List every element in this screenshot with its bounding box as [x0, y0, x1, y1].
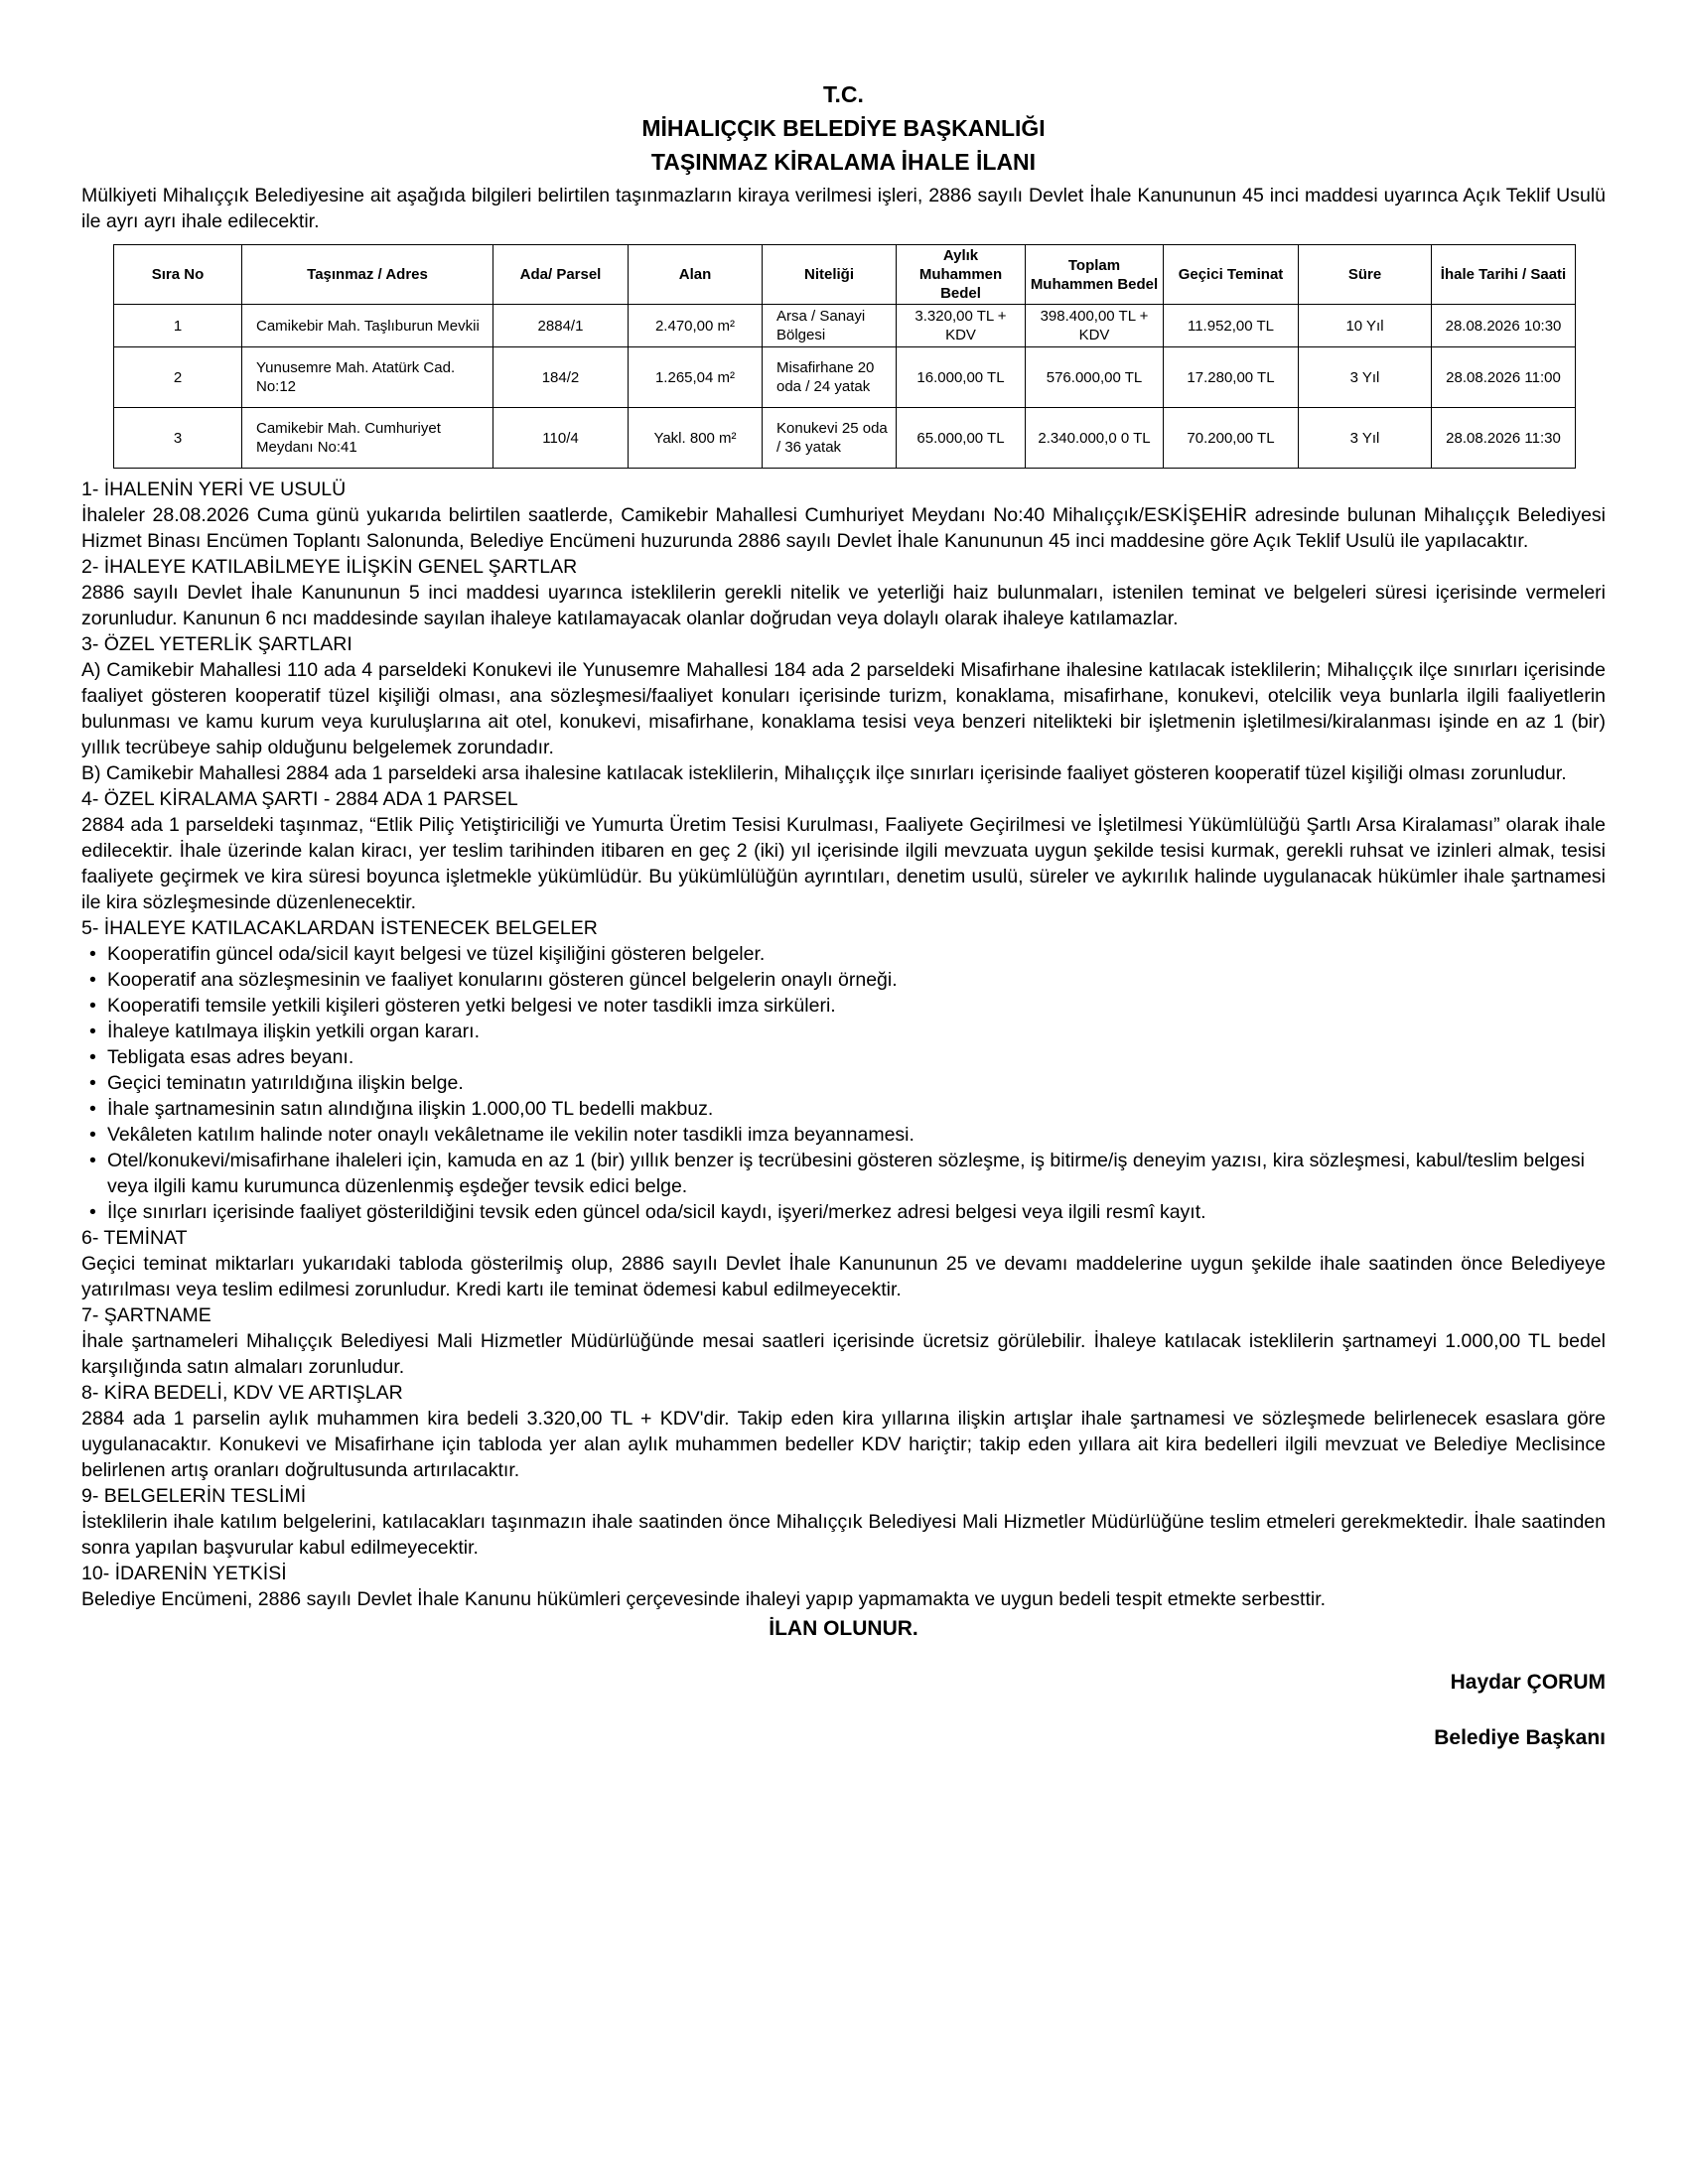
cell-niteligi: Misafirhane 20 oda / 24 yatak: [763, 347, 897, 408]
cell-alan: Yakl. 800 m²: [629, 408, 763, 469]
section-4-title: 4- ÖZEL KİRALAMA ŞARTI - 2884 ADA 1 PARSEL: [81, 788, 518, 810]
list-item: • Kooperatifin güncel oda/sicil kayıt belgesi ve tüzel kişiliğini gösteren belgeler.: [87, 941, 1606, 967]
cell-alan: 1.265,04 m²: [629, 347, 763, 408]
section-2-text: 2886 sayılı Devlet İhale Kanununun 5 inci maddesi uyarınca isteklilerin gerekli nitelik ve yeterliği haiz bulunmaları, istenilen teminat ve belgeleri süresi içerisinde vermeleri zorunludur. Kanunun 6 ncı maddesinde sayılan ihaleye katılamayacak olanlar doğrudan veya dolaylı olarak ihaleye katılamazlar.: [81, 582, 1606, 629]
cell-ada-parsel: 110/4: [493, 408, 629, 469]
section-8-title: 8- KİRA BEDELİ, KDV VE ARTIŞLAR: [81, 1382, 403, 1404]
cell-niteligi: Arsa / Sanayi Bölgesi: [763, 305, 897, 347]
cell-ihale-tarihi: 28.08.2026 11:30: [1432, 408, 1576, 469]
document-page: [81, 77, 1606, 1753]
cell-toplam: 398.400,00 TL + KDV: [1026, 305, 1164, 347]
cell-sure: 3 Yıl: [1299, 347, 1432, 408]
intro-paragraph: Mülkiyeti Mihalıççık Belediyesine ait aşağıda bilgileri belirtilen taşınmazların kiraya verilmesi işleri, 2886 sayılı Devlet İhale Kanununun 45 inci maddesi uyarınca Açık Teklif Usulü ile ayrı ayrı ihale edilecektir.: [81, 185, 1606, 232]
cell-adres: Camikebir Mah. Taşlıburun Mevkii: [242, 305, 493, 347]
list-item: • Tebligata esas adres beyanı.: [87, 1044, 1606, 1070]
col-header-teminat: Geçici Teminat: [1164, 245, 1299, 305]
col-header-sira: Sıra No: [114, 245, 242, 305]
col-header-aylik: Aylık Muhammen Bedel: [897, 245, 1026, 305]
section-7-title: 7- ŞARTNAME: [81, 1304, 211, 1326]
section-3-text-b: B) Camikebir Mahallesi 2884 ada 1 parseldeki arsa ihalesine katılacak isteklilerin, Mihalıççık ilçe sınırları içerisinde faaliyet gösteren kooperatif tüzel kişiliği olması zorunludur.: [81, 762, 1567, 784]
signatory-name: Haydar ÇORUM: [1450, 1671, 1606, 1694]
cell-toplam: 576.000,00 TL: [1026, 347, 1164, 408]
table-row: [114, 305, 1576, 347]
section-10-text: Belediye Encümeni, 2886 sayılı Devlet İhale Kanunu hükümleri çerçevesinde ihaleyi yapıp yapmamakta ve uygun bedeli tespit etmekte serbesttir.: [81, 1588, 1327, 1610]
cell-adres: Camikebir Mah. Cumhuriyet Meydanı No:41: [242, 408, 493, 469]
section-9-title: 9- BELGELERİN TESLİMİ: [81, 1485, 307, 1507]
cell-toplam: 2.340.000,0 0 TL: [1026, 408, 1164, 469]
section-5-title: 5- İHALEYE KATILACAKLARDAN İSTENECEK BELGELER: [81, 917, 598, 939]
cell-ihale-tarihi: 28.08.2026 11:00: [1432, 347, 1576, 408]
table-row: [114, 347, 1576, 408]
section-10-title: 10- İDARENİN YETKİSİ: [81, 1563, 287, 1584]
header-tc: T.C.: [823, 81, 864, 107]
col-header-ihale-tarihi: İhale Tarihi / Saati: [1432, 245, 1576, 305]
signatory-title: Belediye Başkanı: [1434, 1726, 1606, 1749]
section-4-text: 2884 ada 1 parseldeki taşınmaz, “Etlik Piliç Yetiştiriciliği ve Yumurta Üretim Tesisi Kurulması, Faaliyete Geçirilmesi ve İşletilmesi Yükümlülüğü Şartlı Arsa Kiralaması” olarak ihale edilecektir. İhale üzerinde kalan kiracı, yer teslim tarihinden itibaren en geç 2 (iki) yıl içerisinde ilgili mevzuata uygun şekilde tesisi kurmak, gerekli ruhsat ve izinleri almak, tesisi faaliyete geçirmek ve kira süresi boyunca işletmekle yükümlüdür. Bu yükümlülüğün ayrıntıları, denetim usulü, süreler ve aykırılık halinde uygulanacak hükümler ihale şartnamesi ile kira sözleşmesinde düzenlenecektir.: [81, 814, 1606, 913]
section-9-text: İsteklilerin ihale katılım belgelerini, katılacakları taşınmazın ihale saatinden önce Mihalıççık Belediyesi Mali Hizmetler Müdürlüğüne teslim etmeleri gerekmektedir. İhale saatinden sonra yapılan başvurular kabul edilmeyecektir.: [81, 1511, 1606, 1559]
section-3-text-a: A) Camikebir Mahallesi 110 ada 4 parseldeki Konukevi ile Yunusemre Mahallesi 184 ada 2 parseldeki Misafirhane ihalesine katılacak isteklilerin; Mihalıççık ilçe sınırları içerisinde faaliyet gösteren kooperatif tüzel kişiliği olması, ana sözleşmesi/faaliyet konuları içerisinde turizm, konaklama, misafirhane, konukevi, otelcilik veya bunlarla ilgili faaliyetlerin bulunması ve kamu kurum veya kuruluşlarına ait otel, konukevi, misafirhane, konaklama tesisi veya benzeri nitelikteki bir işletmenin işletilmesi/kiralanması işinde en az 1 (bir) yıllık tecrübeye sahip olduğunu belgelemek zorundadır.: [81, 659, 1606, 758]
col-header-sure: Süre: [1299, 245, 1432, 305]
section-7-text: İhale şartnameleri Mihalıççık Belediyesi Mali Hizmetler Müdürlüğünde mesai saatleri içerisinde ücretsiz görülebilir. İhaleye katılacak isteklilerin şartnameyi 1.000,00 TL bedel karşılığında satın almaları zorunludur.: [81, 1330, 1606, 1378]
cell-alan: 2.470,00 m²: [629, 305, 763, 347]
list-item: • İhale şartnamesinin satın alındığına ilişkin 1.000,00 TL bedelli makbuz.: [87, 1096, 1606, 1122]
cell-sira: 3: [114, 408, 242, 469]
list-item: • Geçici teminatın yatırıldığına ilişkin belge.: [87, 1070, 1606, 1096]
property-table: [113, 244, 1576, 469]
cell-sira: 1: [114, 305, 242, 347]
required-documents-list: [81, 941, 1606, 1225]
table-row: [114, 408, 1576, 469]
section-2-title: 2- İHALEYE KATILABİLMEYE İLİŞKİN GENEL ŞARTLAR: [81, 556, 578, 578]
col-header-adres: Taşınmaz / Adres: [242, 245, 493, 305]
cell-teminat: 70.200,00 TL: [1164, 408, 1299, 469]
col-header-alan: Alan: [629, 245, 763, 305]
list-item: • İlçe sınırları içerisinde faaliyet gösterildiğini tevsik eden güncel oda/sicil kaydı, işyeri/merkez adresi belgesi veya ilgili resmî kayıt.: [87, 1199, 1606, 1225]
section-3-title: 3- ÖZEL YETERLİK ŞARTLARI: [81, 633, 352, 655]
cell-niteligi: Konukevi 25 oda / 36 yatak: [763, 408, 897, 469]
cell-teminat: 11.952,00 TL: [1164, 305, 1299, 347]
cell-sure: 10 Yıl: [1299, 305, 1432, 347]
table-header-row: [114, 245, 1576, 305]
cell-aylik: 16.000,00 TL: [897, 347, 1026, 408]
list-item: • Otel/konukevi/misafirhane ihaleleri için, kamuda en az 1 (bir) yıllık benzer iş tecrübesini gösteren sözleşme, iş bitirme/iş deneyim yazısı, kira sözleşmesi, kabul/teslim belgesi veya ilgili kamu kurumunca düzenlenmiş eşdeğer tevsik edici belge.: [87, 1148, 1606, 1199]
cell-sure: 3 Yıl: [1299, 408, 1432, 469]
list-item: • Kooperatif ana sözleşmesinin ve faaliyet konularını gösteren güncel belgelerin onaylı örneği.: [87, 967, 1606, 993]
header-title: TAŞINMAZ KİRALAMA İHALE İLANI: [650, 149, 1037, 175]
list-item: • Kooperatifi temsile yetkili kişileri gösteren yetki belgesi ve noter tasdikli imza sirküleri.: [87, 993, 1606, 1019]
cell-ihale-tarihi: 28.08.2026 10:30: [1432, 305, 1576, 347]
cell-sira: 2: [114, 347, 242, 408]
list-item: • Vekâleten katılım halinde noter onaylı vekâletname ile vekilin noter tasdikli imza beyannamesi.: [87, 1122, 1606, 1148]
section-6-text: Geçici teminat miktarları yukarıdaki tabloda gösterilmiş olup, 2886 sayılı Devlet İhale Kanununun 25 ve devamı maddelerine uygun şekilde ihale saatinden önce Belediyeye yatırılması veya teslim edilmesi zorunludur. Kredi kartı ile teminat ödemesi kabul edilmeyecektir.: [81, 1253, 1606, 1300]
cell-ada-parsel: 184/2: [493, 347, 629, 408]
closing-statement: İLAN OLUNUR.: [769, 1617, 918, 1640]
col-header-ada-parsel: Ada/ Parsel: [493, 245, 629, 305]
header-institution: MİHALIÇÇIK BELEDİYE BAŞKANLIĞI: [641, 115, 1046, 141]
cell-ada-parsel: 2884/1: [493, 305, 629, 347]
list-item: • İhaleye katılmaya ilişkin yetkili organ kararı.: [87, 1019, 1606, 1044]
cell-aylik: 65.000,00 TL: [897, 408, 1026, 469]
col-header-niteligi: Niteliği: [763, 245, 897, 305]
section-1-title: 1- İHALENİN YERİ VE USULÜ: [81, 478, 347, 500]
cell-adres: Yunusemre Mah. Atatürk Cad. No:12: [242, 347, 493, 408]
section-6-title: 6- TEMİNAT: [81, 1227, 188, 1249]
cell-aylik: 3.320,00 TL + KDV: [897, 305, 1026, 347]
section-8-text: 2884 ada 1 parselin aylık muhammen kira bedeli 3.320,00 TL + KDV'dir. Takip eden kira yıllarına ilişkin artışlar ihale şartnamesi ve sözleşmede belirlenecek esaslara göre uygulanacaktır. Konukevi ve Misafirhane için tabloda yer alan aylık muhammen bedeller KDV hariçtir; takip eden yıllara ait kira bedelleri ilgili mevzuat ve Belediye Meclisince belirlenen artış oranları doğrultusunda artırılacaktır.: [81, 1408, 1606, 1481]
col-header-toplam: Toplam Muhammen Bedel: [1026, 245, 1164, 305]
cell-teminat: 17.280,00 TL: [1164, 347, 1299, 408]
section-1-text: İhaleler 28.08.2026 Cuma günü yukarıda belirtilen saatlerde, Camikebir Mahallesi Cumhuriyet Meydanı No:40 Mihalıççık/ESKİŞEHİR adresinde bulunan Mihalıççık Belediyesi Hizmet Binası Encümen Toplantı Salonunda, Belediye Encümeni huzurunda 2886 sayılı Devlet İhale Kanununun 45 inci maddesine göre Açık Teklif Usulü ile yapılacaktır.: [81, 504, 1606, 552]
